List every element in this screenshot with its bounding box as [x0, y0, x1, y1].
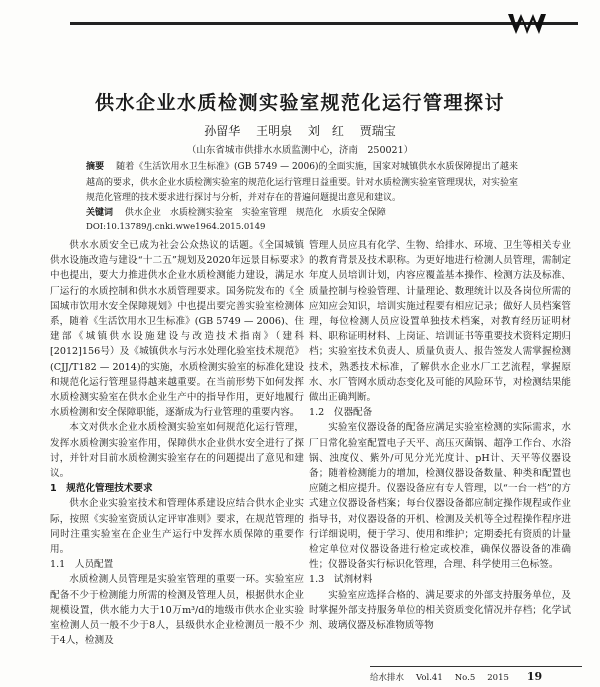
paragraph: 管理人员应具有化学、生物、给排水、环境、卫生等相关专业的教育背景及技术职称。为更好地进行检测人员管理，需制定年度人员培训计划，内容应覆盖基本操作、检测方法及标准、质量控制与检验管理、计量理论、数理统计以及各岗位所需的应知应会知识，培训实施过程要有相应记录；做好人员档案管理，每位检测人员应设置单独技术档案，对教育经历证明材料、职称证明材料、上岗证、培训证书等重要技术资料定期归档；实验室技术负责人、质量负责人、报告签发人需掌握检测技术，熟悉技术标准，了解供水企业水厂工艺流程，掌握原水、水厂管网水质动态变化及可能的风险环节，对检测结果能做出正确判断。	[309, 240, 571, 404]
keywords-text: 供水企业 水质检测实验室 实验室管理 规范化 水质安全保障	[124, 208, 386, 218]
subsection-heading: 1.1 人员配置	[50, 559, 114, 571]
author-name: 刘 红	[307, 124, 344, 138]
footer-year: 2015	[487, 673, 509, 683]
footer-volume: Vol.41	[416, 673, 443, 683]
author-list	[0, 122, 600, 139]
paragraph: 实验室应选择合格的、满足要求的外部支持服务单位，及时掌握外部支持服务单位的相关资质变化情况并存档；化学试剂、玻璃仪器及标准物质等物	[309, 589, 571, 632]
footer-journal: 给水排水	[370, 673, 405, 683]
body-column-right	[309, 238, 571, 633]
subsection-heading: 1.3 试剂材料	[309, 574, 373, 586]
paragraph: 供水企业实验室技术和管理体系建设应结合供水企业实际，按照《实验室资质认定评审准则》要求，在规范管理的同时注重实验室在企业生产运行中发挥水质保障的重要作用。	[50, 498, 304, 556]
abstract	[86, 160, 518, 207]
page-footer	[370, 670, 582, 683]
paragraph: 本文对供水企业水质检测实验室如何规范化运行管理，发挥水质检测实验室作用，保障供水企业供水安全进行了探讨，并针对目前水质检测实验室存在的问题提出了意见和建议。	[50, 422, 304, 480]
author-name: 孙留华	[204, 124, 241, 138]
author-name: 贾瑞宝	[359, 124, 396, 138]
footer-rule	[370, 666, 582, 667]
affiliation: （山东省城市供排水水质监测中心，济南 250021）	[186, 145, 414, 156]
subsection-heading: 1.2 仪器配备	[309, 407, 373, 419]
article-title: 供水企业水质检测实验室规范化运行管理探讨	[94, 92, 505, 114]
header-rule	[70, 22, 578, 25]
keywords	[86, 207, 518, 220]
abstract-text: 随着《生活饮用水卫生标准》(GB 5749 — 2006)的全面实施，国家对城镇供水水质保障提出了越来越高的要求，供水企业水质检测实验室的规范化运行管理日益重要。针对水质检测实验室管理现状，对实验室规范化管理的技术要求进行探讨与分析，并对存在的普遍问题提出意见和建议。	[86, 162, 519, 203]
paragraph: 供水水质安全已成为社会公众热议的话题。《全国城镇供水设施改造与建设“十二五”规划及2020年远景目标要求》中也提出，要大力推进供水企业水质检测能力建设，满足水厂运行的水质控制和供水水质管理要求。国务院发布的《全国城市饮用水安全保障规划》中也提出要完善实验室检测体系，随着《生活饮用水卫生标准》(GB 5749 — 2006)、住建部《城镇供水设施建设与改造技术指南》（建科[2012]156号）及《城镇供水与污水处理化验室技术规范》(CJJ/T182 — 2014)的实施，水质检测实验室的标准化建设和规范化运行管理显得越来越重要。在当前形势下如何发挥水质检测实验室在供水企业生产中的指导作用，更好地履行水质检测和安全保障职能，逐渐成为行业管理的重要内容。	[50, 240, 304, 419]
section-heading: 1 规范化管理技术要求	[50, 483, 153, 495]
doi: DOI:10.13789/j.cnki.wwe1964.2015.0149	[86, 222, 266, 232]
body-column-left	[50, 238, 304, 648]
keywords-label: 关键词	[86, 208, 114, 218]
paragraph: 实验室仪器设备的配备应满足实验室检测的实际需求，水厂日常化验室配置电子天平、高压灭菌锅、超净工作台、水浴锅、浊度仪、紫外/可见分光光度计、pH计、天平等仪器设备；随着检测能力的增加，检测仪器设备数量、种类和配置也应随之相应提升。仪器设备应有专人管理，以“一台一档”的方式建立仪器设备档案；每台仪器设备都应制定操作规程或作业指导书，对仪器设备的开机、检测及关机等全过程操作程序进行详细说明，便于学习、使用和维护；定期委托有资质的计量检定单位对仪器设备进行检定或校准，确保仪器设备的准确性；仪器设备实行标识化管理，合理、科学使用三色标签。	[309, 422, 571, 571]
abstract-label: 摘要	[86, 162, 105, 172]
page-number: 19	[526, 670, 543, 683]
paragraph: 水质检测人员管理是实验室管理的重要一环。实验室应配备不少于检测能力所需的检测及管理人员，根据供水企业规模设置，供水能力大于10万m³/d的地级市供水企业实验室检测人员一般不少于8人，县级供水企业检测员一般不少于4人，检测及	[50, 574, 304, 647]
journal-logo-icon	[506, 8, 548, 38]
footer-number: No.5	[454, 673, 476, 683]
author-name: 王明泉	[256, 124, 293, 138]
